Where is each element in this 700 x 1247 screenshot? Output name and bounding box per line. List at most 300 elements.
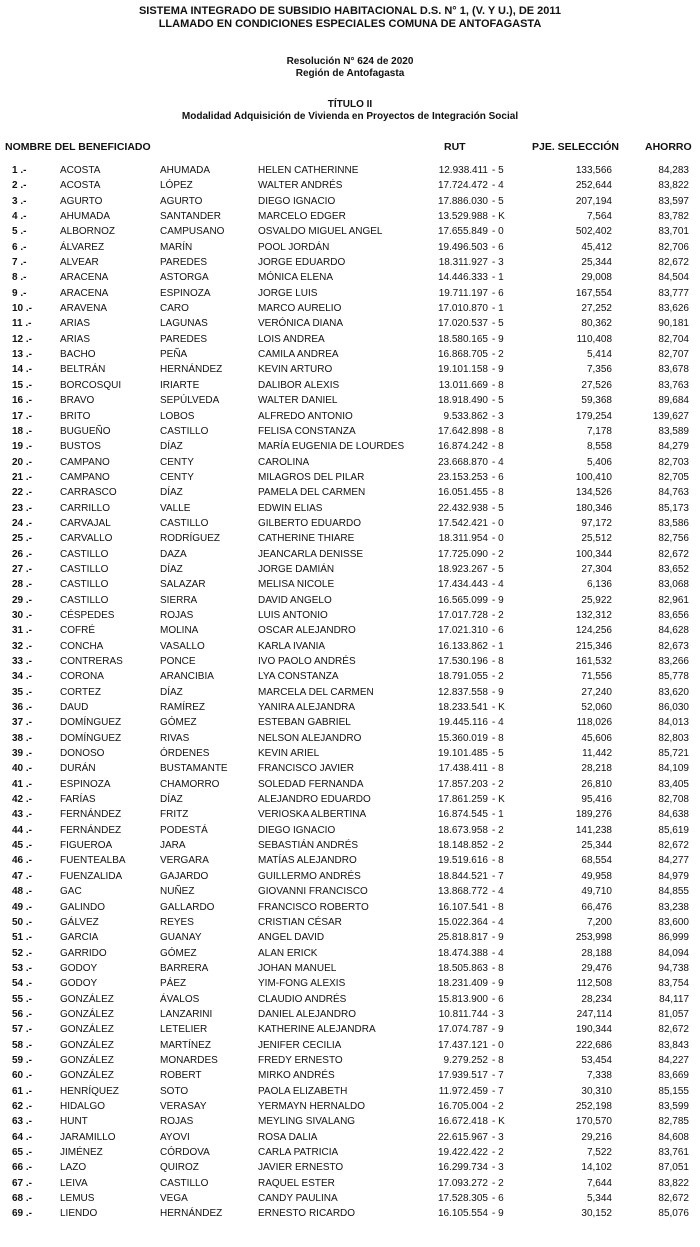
puntaje-seleccion: 95,416 <box>581 794 612 806</box>
puntaje-seleccion: 252,644 <box>575 180 612 192</box>
apellido-paterno: ARACENA <box>60 272 109 284</box>
puntaje-seleccion: 190,344 <box>575 1024 612 1036</box>
table-row <box>0 1022 700 1037</box>
apellido-paterno: ALBORNOZ <box>60 226 116 238</box>
row-number: 48 .- <box>12 886 33 898</box>
apellido-paterno: FERNÁNDEZ <box>60 809 122 821</box>
table-row <box>0 163 700 178</box>
rut-number: 14.446.333 <box>437 272 488 284</box>
puntaje-seleccion: 27,240 <box>581 686 612 698</box>
ahorro: 86,030 <box>658 702 689 714</box>
ahorro: 84,279 <box>658 441 689 453</box>
apellido-paterno: ARIAS <box>60 318 91 330</box>
table-row <box>0 178 700 193</box>
rut-number: 18.474.388 <box>437 947 488 959</box>
rut-check-digit: - 5 <box>492 395 504 407</box>
row-number: 61 .- <box>12 1085 33 1097</box>
apellido-paterno: BRAVO <box>60 395 95 407</box>
row-number: 6 .- <box>12 241 27 253</box>
puntaje-seleccion: 215,346 <box>575 640 612 652</box>
rut-number: 17.861.259 <box>437 794 488 806</box>
row-number: 18 .- <box>12 425 33 437</box>
ahorro: 83,599 <box>658 1100 689 1112</box>
puntaje-seleccion: 25,344 <box>581 840 612 852</box>
apellido-materno: ÁVALOS <box>160 993 200 1005</box>
apellido-paterno: ESPINOZA <box>60 778 111 790</box>
region: Región de Antofagasta <box>295 68 405 79</box>
nombres: JORGE LUIS <box>258 287 318 299</box>
apellido-materno: SEPÚLVEDA <box>160 395 220 407</box>
apellido-paterno: CORTEZ <box>60 686 101 698</box>
rut-number: 16.565.099 <box>437 594 488 606</box>
nombres: OSCAR ALEJANDRO <box>258 625 356 637</box>
puntaje-seleccion: 132,312 <box>575 609 612 621</box>
apellido-materno: BUSTAMANTE <box>160 763 228 775</box>
puntaje-seleccion: 7,178 <box>586 425 612 437</box>
ahorro: 83,701 <box>658 226 689 238</box>
nombres: MARCELA DEL CARMEN <box>258 686 374 698</box>
apellido-materno: PÁEZ <box>160 978 187 990</box>
nombres: JENIFER CECILIA <box>258 1039 342 1051</box>
rut-check-digit: - 8 <box>492 732 504 744</box>
nombres: CAROLINA <box>258 456 310 468</box>
table-row <box>0 316 700 331</box>
table-row <box>0 347 700 362</box>
row-number: 65 .- <box>12 1147 33 1158</box>
apellido-paterno: GODOY <box>60 962 98 974</box>
puntaje-seleccion: 170,570 <box>575 1116 612 1128</box>
apellido-materno: ROJAS <box>160 609 194 621</box>
puntaje-seleccion: 247,114 <box>576 1008 612 1020</box>
table-row <box>0 1038 700 1053</box>
row-number: 53 .- <box>12 962 33 974</box>
row-number: 67 .- <box>12 1177 33 1189</box>
rut-number: 17.017.728 <box>437 609 488 621</box>
apellido-materno: VERASAY <box>160 1100 207 1112</box>
rut-number: 18.505.863 <box>437 962 488 974</box>
table-row <box>0 761 700 776</box>
apellido-materno: LAGUNAS <box>160 318 208 330</box>
ahorro: 83,656 <box>658 609 689 621</box>
table-row <box>0 853 700 868</box>
apellido-paterno: GALINDO <box>60 901 106 913</box>
rut-check-digit: - 8 <box>492 425 504 437</box>
rut-number: 13.868.772 <box>437 886 488 898</box>
apellido-materno: AYOVI <box>160 1131 190 1143</box>
nombres: CLAUDIO ANDRÉS <box>258 993 347 1005</box>
apellido-paterno: GONZÁLEZ <box>60 1070 114 1082</box>
rut-number: 17.724.472 <box>437 180 488 192</box>
rut-check-digit: - 8 <box>492 1054 504 1066</box>
apellido-paterno: CORONA <box>60 671 104 683</box>
table-row <box>0 1084 700 1099</box>
row-number: 44 .- <box>12 824 33 836</box>
apellido-materno: ROBERT <box>160 1070 202 1082</box>
apellido-paterno: GAC <box>60 886 82 898</box>
rut-number: 18.673.958 <box>437 824 488 836</box>
apellido-materno: PODESTÁ <box>160 824 208 836</box>
apellido-materno: QUIROZ <box>160 1162 199 1174</box>
rut-check-digit: - 8 <box>492 487 504 499</box>
nombres: JORGE DAMIÁN <box>258 563 335 575</box>
rut-number: 19.101.485 <box>437 748 488 760</box>
apellido-materno: PAREDES <box>160 257 208 269</box>
row-number: 25 .- <box>12 533 33 545</box>
rut-check-digit: - 9 <box>492 594 504 606</box>
apellido-paterno: BRITO <box>60 410 91 422</box>
ahorro: 81,057 <box>658 1008 689 1020</box>
puntaje-seleccion: 68,554 <box>581 855 612 867</box>
row-number: 17 .- <box>12 410 33 422</box>
rut-check-digit: - 1 <box>492 640 504 652</box>
row-number: 32 .- <box>12 640 33 652</box>
rut-check-digit: - 5 <box>492 318 504 330</box>
nombres: MATÍAS ALEJANDRO <box>258 855 357 867</box>
nombres: SOLEDAD FERNANDA <box>258 778 364 790</box>
apellido-paterno: GONZÁLEZ <box>60 1008 114 1020</box>
apellido-materno: GÓMEZ <box>160 717 197 729</box>
apellido-paterno: CAMPANO <box>60 456 110 468</box>
rut-number: 17.939.517 <box>437 1070 488 1082</box>
doc-title-line1: SISTEMA INTEGRADO DE SUBSIDIO HABITACIONAL D.S. N° 1, (V. Y U.), DE 2011 <box>138 5 562 17</box>
apellido-paterno: DONOSO <box>60 748 105 760</box>
rut-number: 11.972.459 <box>438 1085 488 1097</box>
rut-number: 12.837.558 <box>437 686 488 698</box>
rut-number: 15.022.364 <box>437 916 488 928</box>
rut-check-digit: - 4 <box>492 456 504 468</box>
apellido-materno: HERNÁNDEZ <box>160 364 223 376</box>
rut-check-digit: - 1 <box>492 303 504 315</box>
puntaje-seleccion: 29,476 <box>581 962 612 974</box>
row-number: 5 .- <box>12 226 27 238</box>
apellido-materno: DAZA <box>160 548 187 560</box>
rut-number: 18.844.521 <box>437 870 488 882</box>
apellido-paterno: LEIVA <box>60 1177 88 1189</box>
rut-check-digit: - 9 <box>492 1208 504 1220</box>
ahorro: 83,678 <box>658 364 689 376</box>
nombres: KARLA IVANIA <box>258 640 326 652</box>
apellido-paterno: GARCIA <box>60 932 99 944</box>
nombres: YERMAYN HERNALDO <box>258 1100 366 1112</box>
table-row <box>0 501 700 516</box>
table-row <box>0 884 700 899</box>
apellido-materno: ARANCIBIA <box>160 671 214 683</box>
puntaje-seleccion: 45,412 <box>581 241 612 253</box>
apellido-materno: DÍAZ <box>160 563 183 575</box>
nombres: POOL JORDÁN <box>258 241 330 253</box>
rut-number: 23.153.253 <box>437 471 488 483</box>
apellido-materno: PEÑA <box>160 349 188 361</box>
apellido-materno: BARRERA <box>160 962 209 974</box>
rut-number: 15.813.900 <box>437 993 488 1005</box>
ahorro: 84,608 <box>658 1131 689 1143</box>
rut-number: 18.233.541 <box>437 702 488 714</box>
row-number: 63 .- <box>12 1116 33 1128</box>
nombres: MIRKO ANDRÉS <box>258 1070 335 1082</box>
apellido-materno: MOLINA <box>160 625 199 637</box>
ahorro: 84,855 <box>658 886 689 898</box>
nombres: FREDY ERNESTO <box>258 1054 343 1066</box>
rut-check-digit: - 5 <box>492 165 504 176</box>
rut-check-digit: - 6 <box>492 471 504 483</box>
apellido-paterno: HUNT <box>60 1116 88 1128</box>
table-row <box>0 531 700 546</box>
rut-number: 19.445.116 <box>438 717 488 729</box>
apellido-paterno: ARAVENA <box>60 303 108 315</box>
col-header-rut: RUT <box>444 141 466 153</box>
nombres: GILBERTO EDUARDO <box>258 517 361 529</box>
puntaje-seleccion: 45,606 <box>581 732 612 744</box>
nombres: LUIS ANTONIO <box>258 609 328 621</box>
rut-number: 18.311.927 <box>438 257 488 269</box>
apellido-materno: RAMÍREZ <box>160 702 205 714</box>
rut-check-digit: - 3 <box>492 1162 504 1174</box>
apellido-paterno: CARRILLO <box>60 502 111 514</box>
apellido-paterno: FUENZALIDA <box>60 870 123 882</box>
row-number: 35 .- <box>12 686 33 698</box>
rut-number: 23.668.870 <box>437 456 488 468</box>
puntaje-seleccion: 52,060 <box>581 702 612 714</box>
apellido-materno: CASTILLO <box>160 517 209 529</box>
table-row <box>0 685 700 700</box>
apellido-paterno: ALVEAR <box>60 257 99 269</box>
nombres: DALIBOR ALEXIS <box>258 379 340 391</box>
puntaje-seleccion: 6,136 <box>586 579 612 591</box>
apellido-paterno: LIENDO <box>60 1208 98 1220</box>
rut-check-digit: - 9 <box>492 364 504 376</box>
rut-check-digit: - 2 <box>492 778 504 790</box>
row-number: 19 .- <box>12 441 33 453</box>
row-number: 57 .- <box>12 1024 33 1036</box>
apellido-paterno: BUGUEÑO <box>60 425 111 437</box>
row-number: 23 .- <box>12 502 33 514</box>
table-row <box>0 194 700 209</box>
nombres: DIEGO IGNACIO <box>258 195 336 207</box>
apellido-materno: DÍAZ <box>160 487 183 499</box>
row-number: 38 .- <box>12 732 33 744</box>
puntaje-seleccion: 7,200 <box>586 916 612 928</box>
nombres: FELISA CONSTANZA <box>258 425 356 437</box>
apellido-materno: VALLE <box>160 502 191 514</box>
apellido-materno: VASALLO <box>160 640 205 652</box>
col-header-pje: PJE. SELECCIÓN <box>532 141 619 153</box>
nombres: YANIRA ALEJANDRA <box>258 702 356 714</box>
table-row <box>0 270 700 285</box>
table-row <box>0 1068 700 1083</box>
apellido-paterno: BELTRÁN <box>60 364 106 376</box>
apellido-paterno: CASTILLO <box>60 563 109 575</box>
ahorro: 85,173 <box>658 502 689 514</box>
apellido-materno: CENTY <box>160 456 194 468</box>
puntaje-seleccion: 5,406 <box>586 456 612 468</box>
nombres: ALAN ERICK <box>258 947 318 959</box>
nombres: MARÍA EUGENIA DE LOURDES <box>258 441 405 453</box>
nombres: OSVALDO MIGUEL ANGEL <box>258 226 383 238</box>
row-number: 30 .- <box>12 609 33 621</box>
row-number: 15 .- <box>12 379 33 391</box>
puntaje-seleccion: 25,512 <box>581 533 612 545</box>
nombres: ALFREDO ANTONIO <box>258 410 353 422</box>
table-row <box>0 593 700 608</box>
row-number: 20 .- <box>12 456 33 468</box>
rut-number: 19.101.158 <box>437 364 488 376</box>
rut-check-digit: - 4 <box>492 579 504 591</box>
apellido-paterno: JARAMILLO <box>60 1131 116 1143</box>
rut-check-digit: - 2 <box>492 609 504 621</box>
table-row <box>0 485 700 500</box>
rut-number: 17.542.421 <box>437 517 488 529</box>
table-row <box>0 1191 700 1206</box>
apellido-materno: CARO <box>160 303 189 315</box>
row-number: 10 .- <box>12 303 33 315</box>
apellido-paterno: ÁLVAREZ <box>60 241 105 253</box>
table-row <box>0 409 700 424</box>
rut-check-digit: - 7 <box>492 1085 504 1097</box>
apellido-materno: RIVAS <box>160 732 190 744</box>
rut-check-digit: - 8 <box>492 763 504 775</box>
table-row <box>0 1176 700 1191</box>
rut-check-digit: - 2 <box>492 840 504 852</box>
apellido-paterno: GONZÁLEZ <box>60 1024 114 1036</box>
row-number: 52 .- <box>12 947 33 959</box>
rut-number: 16.705.004 <box>437 1100 488 1112</box>
rut-number: 16.672.418 <box>437 1116 488 1128</box>
apellido-paterno: GONZÁLEZ <box>60 1054 114 1066</box>
nombres: CRISTIAN CÉSAR <box>258 916 342 928</box>
rut-check-digit: - 0 <box>492 533 504 545</box>
rut-number: 19.422.422 <box>437 1147 488 1158</box>
table-row <box>0 807 700 822</box>
rut-number: 19.519.616 <box>437 855 488 867</box>
table-row <box>0 1053 700 1068</box>
nombres: IVO PAOLO ANDRÉS <box>258 656 356 667</box>
rut-check-digit: - 8 <box>492 441 504 453</box>
rut-number: 17.725.090 <box>437 548 488 560</box>
rut-number: 17.437.121 <box>437 1039 488 1051</box>
rut-check-digit: - 9 <box>492 978 504 990</box>
rut-number: 18.311.954 <box>438 533 488 545</box>
table-row <box>0 930 700 945</box>
apellido-materno: DÍAZ <box>160 441 183 453</box>
table-row <box>0 362 700 377</box>
rut-check-digit: - 4 <box>492 916 504 928</box>
row-number: 12 .- <box>12 333 33 345</box>
rut-number: 16.107.541 <box>437 901 488 913</box>
rut-check-digit: - 4 <box>492 947 504 959</box>
rut-check-digit: - 6 <box>492 287 504 299</box>
puntaje-seleccion: 112,508 <box>576 978 612 990</box>
table-row <box>0 301 700 316</box>
apellido-materno: DÍAZ <box>160 794 183 806</box>
nombres: PAMELA DEL CARMEN <box>258 487 366 499</box>
rut-check-digit: - 4 <box>492 717 504 729</box>
puntaje-seleccion: 100,344 <box>575 548 612 560</box>
table-row <box>0 715 700 730</box>
nombres: EDWIN ELIAS <box>258 502 323 514</box>
row-number: 68 .- <box>12 1193 33 1205</box>
nombres: CARLA PATRICIA <box>258 1147 339 1158</box>
rut-check-digit: - 9 <box>492 1024 504 1036</box>
rut-number: 9.533.862 <box>443 410 488 422</box>
nombres: JORGE EDUARDO <box>258 257 346 269</box>
puntaje-seleccion: 28,218 <box>581 763 612 775</box>
puntaje-seleccion: 253,998 <box>575 932 612 944</box>
rut-number: 10.811.744 <box>438 1008 488 1020</box>
puntaje-seleccion: 25,922 <box>581 594 612 606</box>
rut-check-digit: - 5 <box>492 748 504 760</box>
table-row <box>0 654 700 669</box>
nombres: FRANCISCO JAVIER <box>258 763 354 775</box>
table-row <box>0 838 700 853</box>
table-row <box>0 1145 700 1160</box>
rut-number: 17.021.310 <box>437 625 488 637</box>
apellido-paterno: LEMUS <box>60 1193 95 1205</box>
puntaje-seleccion: 502,402 <box>575 226 612 238</box>
apellido-paterno: FIGUEROA <box>60 840 113 852</box>
apellido-paterno: DURÁN <box>60 763 96 775</box>
apellido-materno: ROJAS <box>160 1116 194 1128</box>
ahorro: 82,673 <box>658 640 689 652</box>
puntaje-seleccion: 29,008 <box>581 272 612 284</box>
apellido-materno: SOTO <box>160 1085 189 1097</box>
apellido-paterno: LAZO <box>60 1162 87 1174</box>
puntaje-seleccion: 53,454 <box>581 1054 612 1066</box>
rut-check-digit: - 2 <box>492 824 504 836</box>
rut-check-digit: - 3 <box>492 1008 504 1020</box>
apellido-materno: NUÑEZ <box>160 886 195 898</box>
ahorro: 83,626 <box>658 303 689 315</box>
ahorro: 83,777 <box>658 287 689 299</box>
puntaje-seleccion: 11,442 <box>582 748 612 760</box>
ahorro: 83,763 <box>658 379 689 391</box>
ahorro: 82,961 <box>658 594 689 606</box>
table-row <box>0 455 700 470</box>
ahorro: 83,405 <box>658 778 689 790</box>
rut-check-digit: - 2 <box>492 1147 504 1158</box>
puntaje-seleccion: 207,194 <box>575 195 612 207</box>
rut-check-digit: - 5 <box>492 563 504 575</box>
ahorro: 85,778 <box>658 671 689 683</box>
apellido-materno: AGURTO <box>160 195 203 207</box>
nombres: FRANCISCO ROBERTO <box>258 901 369 913</box>
apellido-materno: GUANAY <box>160 932 202 944</box>
apellido-materno: MONARDES <box>160 1054 218 1066</box>
table-row <box>0 470 700 485</box>
puntaje-seleccion: 28,234 <box>581 993 612 1005</box>
rut-number: 13.011.669 <box>438 379 488 391</box>
ahorro: 82,704 <box>658 333 689 345</box>
rut-number: 13.529.988 <box>437 211 488 223</box>
apellido-paterno: CASTILLO <box>60 548 109 560</box>
row-number: 26 .- <box>12 548 33 560</box>
apellido-materno: LETELIER <box>160 1024 208 1036</box>
table-row <box>0 286 700 301</box>
puntaje-seleccion: 49,958 <box>581 870 612 882</box>
puntaje-seleccion: 49,710 <box>581 886 612 898</box>
table-row <box>0 209 700 224</box>
puntaje-seleccion: 27,304 <box>581 563 612 575</box>
ahorro: 83,620 <box>658 686 689 698</box>
puntaje-seleccion: 80,362 <box>581 318 612 330</box>
apellido-paterno: JIMÉNEZ <box>60 1147 103 1158</box>
row-number: 46 .- <box>12 855 33 867</box>
rut-number: 25.818.817 <box>437 932 488 944</box>
row-number: 47 .- <box>12 870 33 882</box>
ahorro: 83,822 <box>658 180 689 192</box>
rut-check-digit: - 2 <box>492 1177 504 1189</box>
apellido-materno: CASTILLO <box>160 1177 209 1189</box>
rut-check-digit: - 2 <box>492 548 504 560</box>
